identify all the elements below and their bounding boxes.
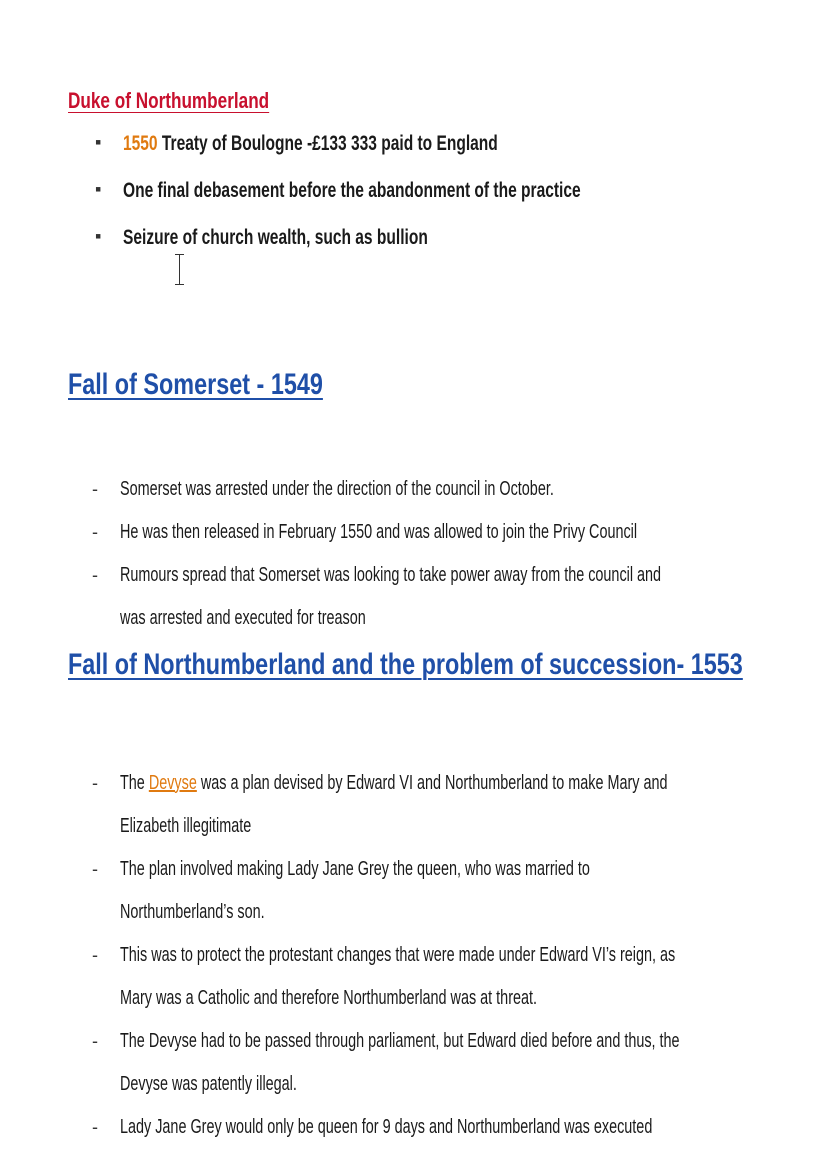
item-text: Rumours spread that Somerset was looking to take power away from the council and xyxy=(120,564,662,586)
list-item xyxy=(92,554,828,640)
item-text: Lady Jane Grey would only be queen for 9 days and Northumberland was executed xyxy=(120,1116,653,1138)
item-text: The plan involved making Lady Jane Grey the queen, who was married to xyxy=(120,858,590,880)
list-item xyxy=(92,848,828,934)
heading-fall-of-somerset: Fall of Somerset - 1549 xyxy=(68,368,323,401)
list-somerset xyxy=(92,468,828,640)
item-text: Treaty of Boulogne -£133 333 paid to England xyxy=(157,132,498,155)
bullet: - xyxy=(92,773,98,793)
bullet: - xyxy=(92,1117,98,1137)
item-text: Seizure of church wealth, such as bullion xyxy=(123,226,428,249)
devyse-term: Devyse xyxy=(148,772,197,794)
list-duke xyxy=(95,132,741,273)
item-text-continued: was arrested and executed for treason xyxy=(120,607,366,629)
text-cursor-icon xyxy=(174,252,186,288)
bullet: ▪ xyxy=(95,132,102,152)
item-text-continued: Mary was a Catholic and therefore Northumberland was at threat. xyxy=(120,987,538,1009)
item-text: One final debasement before the abandonment of the practice xyxy=(123,179,581,202)
bullet: - xyxy=(92,859,98,879)
list-item xyxy=(95,226,741,273)
list-item xyxy=(92,1106,828,1149)
bullet: - xyxy=(92,522,98,542)
list-item xyxy=(92,762,828,848)
list-item xyxy=(92,468,828,511)
bullet: - xyxy=(92,945,98,965)
item-text: The xyxy=(120,772,149,794)
bullet: - xyxy=(92,565,98,585)
list-item xyxy=(92,934,828,1020)
heading-fall-of-northumberland: Fall of Northumberland and the problem of succession- 1553 xyxy=(68,648,743,681)
item-text: was a plan devised by Edward VI and Northumberland to make Mary and xyxy=(196,772,668,794)
item-text-continued: Northumberland’s son. xyxy=(120,901,265,923)
list-item xyxy=(92,1020,828,1106)
item-text: Somerset was arrested under the direction of the council in October. xyxy=(120,478,554,500)
item-text-continued: Devyse was patently illegal. xyxy=(120,1073,297,1095)
item-text-continued: Elizabeth illegitimate xyxy=(120,815,252,837)
list-northumberland xyxy=(92,762,828,1149)
heading-duke-of-northumberland: Duke of Northumberland xyxy=(68,88,270,113)
item-text: He was then released in February 1550 and was allowed to join the Privy Council xyxy=(120,521,638,543)
bullet: ▪ xyxy=(95,179,102,199)
bullet: - xyxy=(92,479,98,499)
list-item xyxy=(95,132,741,179)
item-text: This was to protect the protestant changes that were made under Edward VI’s reign, as xyxy=(120,944,676,966)
bullet: - xyxy=(92,1031,98,1051)
list-item xyxy=(92,511,828,554)
year-highlight: 1550 xyxy=(123,132,158,155)
item-text: The Devyse had to be passed through parliament, but Edward died before and thus, the xyxy=(120,1030,680,1052)
list-item xyxy=(95,179,741,226)
bullet: ▪ xyxy=(95,226,102,246)
